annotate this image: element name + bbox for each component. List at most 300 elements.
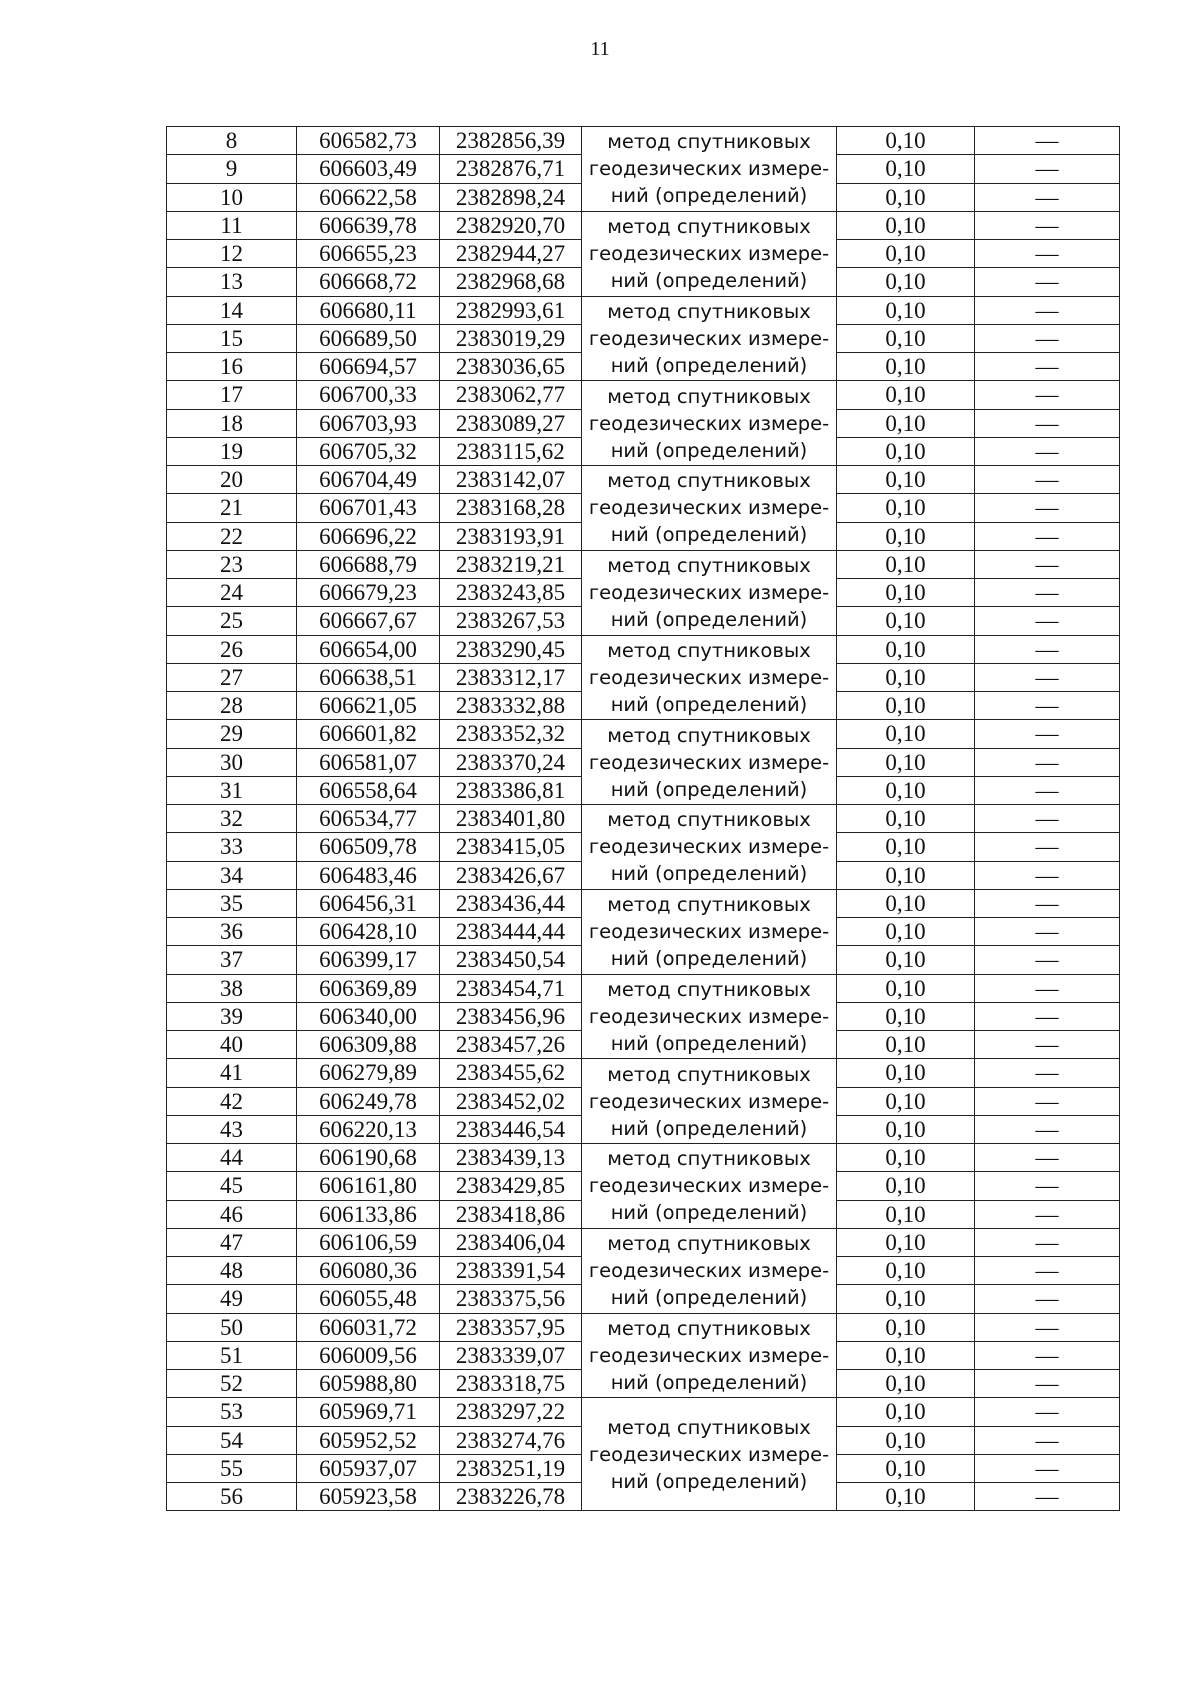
point-number-cell: 23 (167, 550, 297, 578)
x-coordinate-cell: 606668,72 (297, 268, 440, 296)
precision-cell: 0,10 (837, 1341, 975, 1369)
extra-value-cell: — (975, 494, 1120, 522)
method-line: геодезических измере- (588, 581, 830, 605)
x-coordinate-cell: 606667,67 (297, 607, 440, 635)
y-coordinate-cell: 2383454,71 (440, 974, 582, 1002)
point-number-cell: 12 (167, 240, 297, 268)
precision-cell: 0,10 (837, 1200, 975, 1228)
extra-value-cell: — (975, 437, 1120, 465)
method-line: геодезических измере- (588, 1089, 830, 1113)
table-row (167, 1313, 1120, 1341)
extra-value-cell: — (975, 155, 1120, 183)
method-line: метод спутниковых (607, 1415, 811, 1439)
method-line: ний (определений) (610, 1286, 808, 1310)
y-coordinate-cell: 2383290,45 (440, 635, 582, 663)
precision-cell: 0,10 (837, 918, 975, 946)
precision-cell: 0,10 (837, 889, 975, 917)
table-row (167, 635, 1120, 663)
y-coordinate-cell: 2383142,07 (440, 466, 582, 494)
precision-cell: 0,10 (837, 1398, 975, 1426)
extra-value-cell: — (975, 607, 1120, 635)
table-row (167, 889, 1120, 917)
method-line: метод спутниковых (607, 723, 811, 747)
x-coordinate-cell: 606601,82 (297, 720, 440, 748)
y-coordinate-cell: 2383219,21 (440, 550, 582, 578)
point-number-cell: 13 (167, 268, 297, 296)
extra-value-cell: — (975, 1087, 1120, 1115)
extra-value-cell: — (975, 720, 1120, 748)
precision-cell: 0,10 (837, 1228, 975, 1256)
extra-value-cell: — (975, 1059, 1120, 1087)
extra-value-cell: — (975, 1031, 1120, 1059)
method-line: геодезических измере- (588, 157, 830, 181)
precision-cell: 0,10 (837, 1313, 975, 1341)
point-number-cell: 55 (167, 1454, 297, 1482)
table-row (167, 466, 1120, 494)
extra-value-cell: — (975, 1002, 1120, 1030)
x-coordinate-cell: 606161,80 (297, 1172, 440, 1200)
method-line: ний (определений) (610, 1116, 808, 1140)
extra-value-cell: — (975, 1115, 1120, 1143)
precision-cell: 0,10 (837, 635, 975, 663)
point-number-cell: 30 (167, 748, 297, 776)
method-cell (582, 466, 837, 551)
table-row (167, 1398, 1120, 1426)
extra-value-cell: — (975, 833, 1120, 861)
table-row (167, 550, 1120, 578)
y-coordinate-cell: 2383439,13 (440, 1144, 582, 1172)
point-number-cell: 54 (167, 1426, 297, 1454)
coordinates-table (166, 126, 1120, 1511)
method-line: ний (определений) (610, 523, 808, 547)
precision-cell: 0,10 (837, 974, 975, 1002)
method-line: геодезических измере- (588, 242, 830, 266)
precision-cell: 0,10 (837, 1115, 975, 1143)
precision-cell: 0,10 (837, 183, 975, 211)
y-coordinate-cell: 2383357,95 (440, 1313, 582, 1341)
extra-value-cell: — (975, 183, 1120, 211)
extra-value-cell: — (975, 409, 1120, 437)
extra-value-cell: — (975, 1257, 1120, 1285)
table-row (167, 1059, 1120, 1087)
extra-value-cell: — (975, 805, 1120, 833)
precision-cell: 0,10 (837, 466, 975, 494)
point-number-cell: 32 (167, 805, 297, 833)
extra-value-cell: — (975, 889, 1120, 917)
method-cell (582, 1398, 837, 1511)
extra-value-cell: — (975, 353, 1120, 381)
table-row (167, 1228, 1120, 1256)
point-number-cell: 39 (167, 1002, 297, 1030)
extra-value-cell: — (975, 127, 1120, 155)
y-coordinate-cell: 2383446,54 (440, 1115, 582, 1143)
precision-cell: 0,10 (837, 720, 975, 748)
y-coordinate-cell: 2383019,29 (440, 324, 582, 352)
point-number-cell: 45 (167, 1172, 297, 1200)
method-cell (582, 127, 837, 212)
x-coordinate-cell: 605952,52 (297, 1426, 440, 1454)
point-number-cell: 19 (167, 437, 297, 465)
precision-cell: 0,10 (837, 268, 975, 296)
precision-cell: 0,10 (837, 776, 975, 804)
point-number-cell: 27 (167, 663, 297, 691)
method-line: ний (определений) (610, 269, 808, 293)
x-coordinate-cell: 606369,89 (297, 974, 440, 1002)
y-coordinate-cell: 2383193,91 (440, 522, 582, 550)
point-number-cell: 26 (167, 635, 297, 663)
point-number-cell: 42 (167, 1087, 297, 1115)
method-line: ний (определений) (610, 608, 808, 632)
precision-cell: 0,10 (837, 861, 975, 889)
extra-value-cell: — (975, 296, 1120, 324)
table-row (167, 1144, 1120, 1172)
point-number-cell: 50 (167, 1313, 297, 1341)
y-coordinate-cell: 2383089,27 (440, 409, 582, 437)
extra-value-cell: — (975, 974, 1120, 1002)
x-coordinate-cell: 606696,22 (297, 522, 440, 550)
precision-cell: 0,10 (837, 1059, 975, 1087)
method-line: ний (определений) (610, 947, 808, 971)
method-cell (582, 1144, 837, 1229)
precision-cell: 0,10 (837, 550, 975, 578)
table-row (167, 805, 1120, 833)
point-number-cell: 43 (167, 1115, 297, 1143)
precision-cell: 0,10 (837, 381, 975, 409)
point-number-cell: 46 (167, 1200, 297, 1228)
x-coordinate-cell: 606701,43 (297, 494, 440, 522)
precision-cell: 0,10 (837, 1172, 975, 1200)
extra-value-cell: — (975, 1285, 1120, 1313)
precision-cell: 0,10 (837, 240, 975, 268)
precision-cell: 0,10 (837, 437, 975, 465)
point-number-cell: 37 (167, 946, 297, 974)
extra-value-cell: — (975, 748, 1120, 776)
method-line: метод спутниковых (607, 893, 811, 917)
point-number-cell: 53 (167, 1398, 297, 1426)
y-coordinate-cell: 2383429,85 (440, 1172, 582, 1200)
method-cell (582, 889, 837, 974)
method-line: метод спутниковых (607, 384, 811, 408)
extra-value-cell: — (975, 1313, 1120, 1341)
y-coordinate-cell: 2383251,19 (440, 1454, 582, 1482)
extra-value-cell: — (975, 1341, 1120, 1369)
y-coordinate-cell: 2383318,75 (440, 1370, 582, 1398)
method-line: ний (определений) (610, 692, 808, 716)
precision-cell: 0,10 (837, 946, 975, 974)
extra-value-cell: — (975, 692, 1120, 720)
point-number-cell: 51 (167, 1341, 297, 1369)
extra-value-cell: — (975, 946, 1120, 974)
point-number-cell: 25 (167, 607, 297, 635)
extra-value-cell: — (975, 579, 1120, 607)
method-cell (582, 211, 837, 296)
point-number-cell: 29 (167, 720, 297, 748)
y-coordinate-cell: 2383036,65 (440, 353, 582, 381)
extra-value-cell: — (975, 550, 1120, 578)
y-coordinate-cell: 2383332,88 (440, 692, 582, 720)
method-cell (582, 1228, 837, 1313)
method-cell (582, 381, 837, 466)
point-number-cell: 18 (167, 409, 297, 437)
extra-value-cell: — (975, 522, 1120, 550)
method-cell (582, 1313, 837, 1398)
method-line: метод спутниковых (607, 215, 811, 239)
y-coordinate-cell: 2382856,39 (440, 127, 582, 155)
method-line: метод спутниковых (607, 1147, 811, 1171)
x-coordinate-cell: 606106,59 (297, 1228, 440, 1256)
y-coordinate-cell: 2383274,76 (440, 1426, 582, 1454)
y-coordinate-cell: 2383297,22 (440, 1398, 582, 1426)
page-number: 11 (590, 38, 610, 60)
method-line: геодезических измере- (588, 1442, 830, 1466)
method-line: метод спутниковых (607, 554, 811, 578)
precision-cell: 0,10 (837, 805, 975, 833)
point-number-cell: 20 (167, 466, 297, 494)
extra-value-cell: — (975, 1200, 1120, 1228)
x-coordinate-cell: 606055,48 (297, 1285, 440, 1313)
precision-cell: 0,10 (837, 579, 975, 607)
method-line: ний (определений) (610, 1469, 808, 1493)
y-coordinate-cell: 2383226,78 (440, 1483, 582, 1511)
x-coordinate-cell: 606639,78 (297, 211, 440, 239)
method-line: геодезических измере- (588, 1343, 830, 1367)
y-coordinate-cell: 2383418,86 (440, 1200, 582, 1228)
point-number-cell: 15 (167, 324, 297, 352)
precision-cell: 0,10 (837, 324, 975, 352)
table-row (167, 381, 1120, 409)
y-coordinate-cell: 2383455,62 (440, 1059, 582, 1087)
table-row (167, 296, 1120, 324)
table-row (167, 127, 1120, 155)
precision-cell: 0,10 (837, 409, 975, 437)
precision-cell: 0,10 (837, 748, 975, 776)
y-coordinate-cell: 2382898,24 (440, 183, 582, 211)
x-coordinate-cell: 606700,33 (297, 381, 440, 409)
table-row (167, 974, 1120, 1002)
precision-cell: 0,10 (837, 1370, 975, 1398)
precision-cell: 0,10 (837, 1285, 975, 1313)
x-coordinate-cell: 606704,49 (297, 466, 440, 494)
point-number-cell: 34 (167, 861, 297, 889)
point-number-cell: 40 (167, 1031, 297, 1059)
point-number-cell: 21 (167, 494, 297, 522)
extra-value-cell: — (975, 635, 1120, 663)
method-line: геодезических измере- (588, 1174, 830, 1198)
precision-cell: 0,10 (837, 127, 975, 155)
y-coordinate-cell: 2383352,32 (440, 720, 582, 748)
x-coordinate-cell: 606220,13 (297, 1115, 440, 1143)
y-coordinate-cell: 2383426,67 (440, 861, 582, 889)
x-coordinate-cell: 606309,88 (297, 1031, 440, 1059)
point-number-cell: 8 (167, 127, 297, 155)
method-line: метод спутниковых (607, 808, 811, 832)
y-coordinate-cell: 2383457,26 (440, 1031, 582, 1059)
method-line: ний (определений) (610, 777, 808, 801)
extra-value-cell: — (975, 1144, 1120, 1172)
x-coordinate-cell: 606621,05 (297, 692, 440, 720)
x-coordinate-cell: 606190,68 (297, 1144, 440, 1172)
precision-cell: 0,10 (837, 155, 975, 183)
point-number-cell: 35 (167, 889, 297, 917)
x-coordinate-cell: 606133,86 (297, 1200, 440, 1228)
precision-cell: 0,10 (837, 833, 975, 861)
method-line: ний (определений) (610, 862, 808, 886)
x-coordinate-cell: 606582,73 (297, 127, 440, 155)
y-coordinate-cell: 2383312,17 (440, 663, 582, 691)
extra-value-cell: — (975, 466, 1120, 494)
y-coordinate-cell: 2383370,24 (440, 748, 582, 776)
point-number-cell: 10 (167, 183, 297, 211)
y-coordinate-cell: 2383401,80 (440, 805, 582, 833)
precision-cell: 0,10 (837, 1257, 975, 1285)
method-line: метод спутниковых (607, 1232, 811, 1256)
point-number-cell: 48 (167, 1257, 297, 1285)
x-coordinate-cell: 606581,07 (297, 748, 440, 776)
method-line: метод спутниковых (607, 469, 811, 493)
x-coordinate-cell: 606340,00 (297, 1002, 440, 1030)
x-coordinate-cell: 606428,10 (297, 918, 440, 946)
point-number-cell: 24 (167, 579, 297, 607)
point-number-cell: 17 (167, 381, 297, 409)
x-coordinate-cell: 606279,89 (297, 1059, 440, 1087)
y-coordinate-cell: 2383339,07 (440, 1341, 582, 1369)
method-line: геодезических измере- (588, 1004, 830, 1028)
x-coordinate-cell: 606603,49 (297, 155, 440, 183)
method-cell (582, 635, 837, 720)
extra-value-cell: — (975, 324, 1120, 352)
method-cell (582, 296, 837, 381)
extra-value-cell: — (975, 1483, 1120, 1511)
x-coordinate-cell: 606622,58 (297, 183, 440, 211)
point-number-cell: 9 (167, 155, 297, 183)
point-number-cell: 56 (167, 1483, 297, 1511)
x-coordinate-cell: 605988,80 (297, 1370, 440, 1398)
x-coordinate-cell: 606694,57 (297, 353, 440, 381)
extra-value-cell: — (975, 1228, 1120, 1256)
precision-cell: 0,10 (837, 296, 975, 324)
extra-value-cell: — (975, 1454, 1120, 1482)
y-coordinate-cell: 2383267,53 (440, 607, 582, 635)
x-coordinate-cell: 605923,58 (297, 1483, 440, 1511)
method-line: геодезических измере- (588, 920, 830, 944)
point-number-cell: 38 (167, 974, 297, 1002)
method-line: метод спутниковых (607, 977, 811, 1001)
point-number-cell: 44 (167, 1144, 297, 1172)
precision-cell: 0,10 (837, 692, 975, 720)
y-coordinate-cell: 2383391,54 (440, 1257, 582, 1285)
extra-value-cell: — (975, 918, 1120, 946)
y-coordinate-cell: 2382968,68 (440, 268, 582, 296)
precision-cell: 0,10 (837, 607, 975, 635)
y-coordinate-cell: 2383062,77 (440, 381, 582, 409)
method-line: геодезических измере- (588, 496, 830, 520)
y-coordinate-cell: 2383243,85 (440, 579, 582, 607)
y-coordinate-cell: 2383115,62 (440, 437, 582, 465)
precision-cell: 0,10 (837, 1087, 975, 1115)
y-coordinate-cell: 2382993,61 (440, 296, 582, 324)
x-coordinate-cell: 606031,72 (297, 1313, 440, 1341)
extra-value-cell: — (975, 663, 1120, 691)
y-coordinate-cell: 2383444,44 (440, 918, 582, 946)
precision-cell: 0,10 (837, 1483, 975, 1511)
x-coordinate-cell: 606009,56 (297, 1341, 440, 1369)
x-coordinate-cell: 606689,50 (297, 324, 440, 352)
x-coordinate-cell: 606483,46 (297, 861, 440, 889)
method-line: метод спутниковых (607, 1062, 811, 1086)
x-coordinate-cell: 606558,64 (297, 776, 440, 804)
method-line: ний (определений) (610, 1031, 808, 1055)
extra-value-cell: — (975, 861, 1120, 889)
y-coordinate-cell: 2383415,05 (440, 833, 582, 861)
precision-cell: 0,10 (837, 663, 975, 691)
table-row (167, 211, 1120, 239)
point-number-cell: 36 (167, 918, 297, 946)
extra-value-cell: — (975, 776, 1120, 804)
method-line: геодезических измере- (588, 411, 830, 435)
x-coordinate-cell: 606080,36 (297, 1257, 440, 1285)
x-coordinate-cell: 606249,78 (297, 1087, 440, 1115)
y-coordinate-cell: 2382876,71 (440, 155, 582, 183)
y-coordinate-cell: 2383375,56 (440, 1285, 582, 1313)
y-coordinate-cell: 2383168,28 (440, 494, 582, 522)
y-coordinate-cell: 2382944,27 (440, 240, 582, 268)
point-number-cell: 22 (167, 522, 297, 550)
extra-value-cell: — (975, 1398, 1120, 1426)
point-number-cell: 41 (167, 1059, 297, 1087)
method-line: геодезических измере- (588, 835, 830, 859)
x-coordinate-cell: 606509,78 (297, 833, 440, 861)
method-line: метод спутниковых (607, 1316, 811, 1340)
method-cell (582, 1059, 837, 1144)
method-line: метод спутниковых (607, 299, 811, 323)
y-coordinate-cell: 2383406,04 (440, 1228, 582, 1256)
extra-value-cell: — (975, 1370, 1120, 1398)
y-coordinate-cell: 2382920,70 (440, 211, 582, 239)
x-coordinate-cell: 606638,51 (297, 663, 440, 691)
method-line: ний (определений) (610, 1370, 808, 1394)
point-number-cell: 49 (167, 1285, 297, 1313)
precision-cell: 0,10 (837, 1002, 975, 1030)
x-coordinate-cell: 606705,32 (297, 437, 440, 465)
extra-value-cell: — (975, 211, 1120, 239)
y-coordinate-cell: 2383436,44 (440, 889, 582, 917)
precision-cell: 0,10 (837, 353, 975, 381)
method-line: геодезических измере- (588, 326, 830, 350)
precision-cell: 0,10 (837, 1144, 975, 1172)
point-number-cell: 14 (167, 296, 297, 324)
precision-cell: 0,10 (837, 494, 975, 522)
method-line: геодезических измере- (588, 1259, 830, 1283)
extra-value-cell: — (975, 268, 1120, 296)
method-line: ний (определений) (610, 184, 808, 208)
precision-cell: 0,10 (837, 1031, 975, 1059)
method-line: метод спутниковых (607, 130, 811, 154)
precision-cell: 0,10 (837, 1426, 975, 1454)
coordinates-table-body (167, 127, 1120, 1511)
point-number-cell: 28 (167, 692, 297, 720)
method-line: ний (определений) (610, 438, 808, 462)
x-coordinate-cell: 606456,31 (297, 889, 440, 917)
x-coordinate-cell: 605969,71 (297, 1398, 440, 1426)
method-cell (582, 720, 837, 805)
x-coordinate-cell: 605937,07 (297, 1454, 440, 1482)
y-coordinate-cell: 2383456,96 (440, 1002, 582, 1030)
x-coordinate-cell: 606703,93 (297, 409, 440, 437)
precision-cell: 0,10 (837, 211, 975, 239)
x-coordinate-cell: 606679,23 (297, 579, 440, 607)
precision-cell: 0,10 (837, 522, 975, 550)
method-cell (582, 974, 837, 1059)
